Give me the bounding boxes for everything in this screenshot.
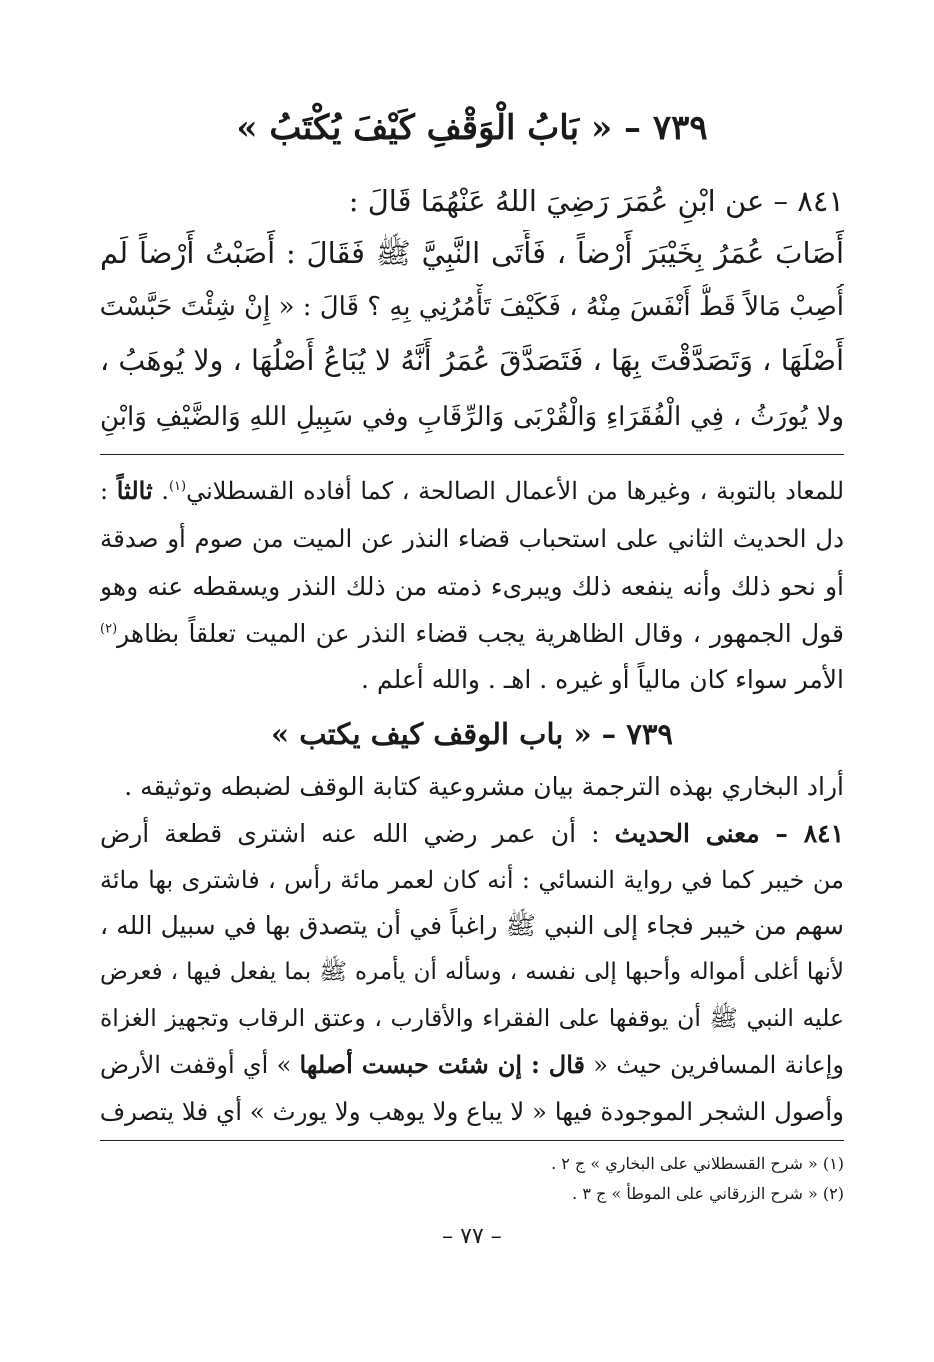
footnote-divider (100, 1140, 844, 1141)
commentary-line: وأصول الشجر الموجودة فيها « لا يباع ولا يوهب ولا يورث » أي فلا يتصرف (100, 1097, 844, 1126)
commentary-line: ٨٤١ – معنى الحديث : أن عمر رضي الله عنه اشترى قطعة أرض (100, 819, 844, 848)
commentary-line: للمعاد بالتوبة ، وغيرها من الأعمال الصالحة ، كما أفاده القسطلاني$^{(١)}$. ثالثاً : (100, 476, 844, 505)
commentary-line: أو نحو ذلك وأنه ينفعه ذلك ويبرىء ذمته من ذلك النذر ويسقطه عنه وهو (100, 572, 844, 601)
commentary-line: الأمر سواء كان مالياً أو غيره . اهـ . والله أعلم . (361, 665, 844, 694)
bold-label: ٨٤١ – معنى الحديث (614, 819, 844, 848)
hadith-line: أَصْلَهَا ، وَتَصَدَّقْتَ بِهَا ، فَتَصَدَّقَ عُمَرُ أَنَّهُ لا يُبَاعُ أَصْلُهَا ، ولا يُوهَبُ ، (100, 344, 844, 377)
commentary-line: دل الحديث الثاني على استحباب قضاء النذر عن الميت من صوم أو صدقة (100, 524, 844, 553)
chapter-heading-commentary: ٧٣٩ – « باب الوقف كيف يكتب » (270, 717, 673, 751)
page-number: – ٧٧ – (442, 1224, 502, 1249)
commentary-line: من خيبر كما في رواية النسائي : أنه كان لعمر مائة رأس ، فاشترى بها مائة (100, 866, 844, 894)
footnote-ref: (١) (168, 479, 187, 494)
commentary-line: وإعانة المسافرين حيث « قال : إن شئت حبست أصلها » أي أوقفت الأرض (100, 1050, 844, 1079)
commentary-line: عليه النبي ﷺ أن يوقفها على الفقراء والأقارب ، وعتق الرقاب وتجهيز الغزاة (100, 1004, 844, 1032)
footnote: (٢) « شرح الزرقاني على الموطأ » ج ٣ . (572, 1184, 844, 1203)
hadith-line: ولا يُورَثُ ، فِي الْفُقَرَاءِ وَالْقُرْبَى وَالرِّقَابِ وفي سَبِيلِ اللهِ وَالضَّيْفِ وَابْنِ (100, 402, 844, 432)
hadith-line: أُصِبْ مَالاً قَطُّ أَنْفَسَ مِنْهُ ، فَكَيْفَ تَأْمُرُنِي بِهِ ؟ قَالَ : « إِنْ شِئْتَ حَبَّسْتَ (100, 292, 844, 322)
section-divider (100, 454, 844, 455)
footnote-ref: (٢) (100, 621, 118, 637)
footnote: (١) « شرح القسطلاني على البخاري » ج ٢ . (551, 1154, 844, 1173)
commentary-line: لأنها أغلى أمواله وأحبها إلى نفسه ، وسأله أن يأمره ﷺ بما يفعل فيها ، فعرض (100, 959, 844, 985)
chapter-heading: ٧٣٩ – « بَابُ الْوَقْفِ كَيْفَ يُكْتَبُ » (236, 108, 708, 148)
commentary-line: أراد البخاري بهذه الترجمة بيان مشروعية كتابة الوقف لضبطه وتوثيقه . (124, 772, 844, 801)
bold-label: قال : إن شئت حبست أصلها (299, 1050, 586, 1079)
commentary-line: قول الجمهور ، وقال الظاهرية يجب قضاء النذر عن الميت تعلقاً بظاهر$^{(٢)}$ (100, 619, 844, 648)
bold-label: ثالثاً (116, 476, 153, 505)
book-page (100, 0, 844, 1362)
hadith-line: أَصَابَ عُمَرُ بِخَيْبَرَ أَرْضاً ، فَأَتَى النَّبِيَّ ﷺ فَقَالَ : أَصَبْتُ أَرْضاً لَم (100, 236, 844, 270)
hadith-line: ٨٤١ – عن ابْنِ عُمَرَ رَضِيَ اللهُ عَنْهُمَا قَالَ : (348, 184, 844, 218)
commentary-line: سهم من خيبر فجاء إلى النبي ﷺ راغباً في أن يتصدق بها في سبيل الله ، (100, 911, 844, 940)
